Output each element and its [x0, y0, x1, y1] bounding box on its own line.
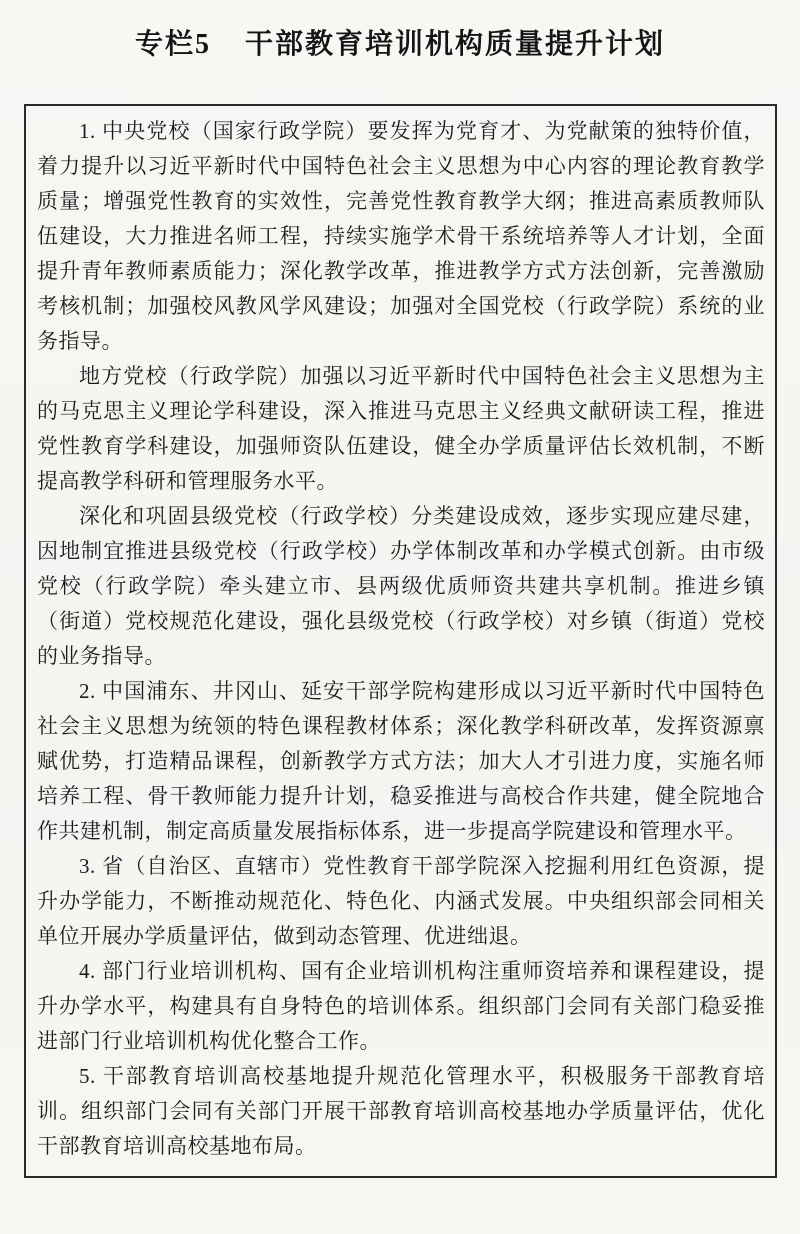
paragraph-1: 1. 中央党校（国家行政学院）要发挥为党育才、为党献策的独特价值，着力提升以习近平新时代中国特色社会主义思想为中心内容的理论教育教学质量；增强党性教育的实效性，完善党性教育教学大纲；推进高素质教师队伍建设，大力推进名师工程，持续实施学术骨干系统培养等人才计划，全面提升青年教师素质能力；深化教学改革，推进教学方式方法创新，完善激励考核机制；加强校风教风学风建设；加强对全国党校（行政学院）系统的业务指导。 [37, 119, 765, 353]
paragraph-4: 2. 中国浦东、井冈山、延安干部学院构建形成以习近平新时代中国特色社会主义思想为统领的特色课程教材体系；深化教学科研改革，发挥资源禀赋优势，打造精品课程，创新教学方式方法；加大人才引进力度，实施名师培养工程、骨干教师能力提升计划，稳妥推进与高校合作共建，健全院地合作共建机制，制定高质量发展指标体系，进一步提高学院建设和管理水平。 [37, 679, 765, 843]
paragraph-3: 深化和巩固县级党校（行政学校）分类建设成效，逐步实现应建尽建，因地制宜推进县级党校（行政学校）办学体制改革和办学模式创新。由市级党校（行政学院）牵头建立市、县两级优质师资共建共享机制。推进乡镇（街道）党校规范化建设，强化县级党校（行政学校）对乡镇（街道）党校的业务指导。 [37, 504, 765, 668]
page-title [0, 22, 800, 62]
content-box [24, 104, 777, 1178]
paragraph-6: 4. 部门行业培训机构、国有企业培训机构注重师资培养和课程建设，提升办学水平，构建具有自身特色的培训体系。组织部门会同有关部门稳妥推进部门行业培训机构优化整合工作。 [37, 959, 765, 1053]
column-label: 专栏5 [134, 29, 211, 60]
paragraph-2: 地方党校（行政学院）加强以习近平新时代中国特色社会主义思想为主的马克思主义理论学科建设，深入推进马克思主义经典文献研读工程，推进党性教育学科建设，加强师资队伍建设，健全办学质量评估长效机制，不断提高教学科研和管理服务水平。 [37, 364, 765, 493]
paragraph-5: 3. 省（自治区、直辖市）党性教育干部学院深入挖掘利用红色资源，提升办学能力，不断推动规范化、特色化、内涵式发展。中央组织部会同相关单位开展办学质量评估，做到动态管理、优进绌退。 [37, 854, 765, 948]
paragraph-7: 5. 干部教育培训高校基地提升规范化管理水平，积极服务干部教育培训。组织部门会同有关部门开展干部教育培训高校基地办学质量评估，优化干部教育培训高校基地布局。 [37, 1064, 765, 1158]
title-text: 干部教育培训机构质量提升计划 [245, 29, 666, 60]
